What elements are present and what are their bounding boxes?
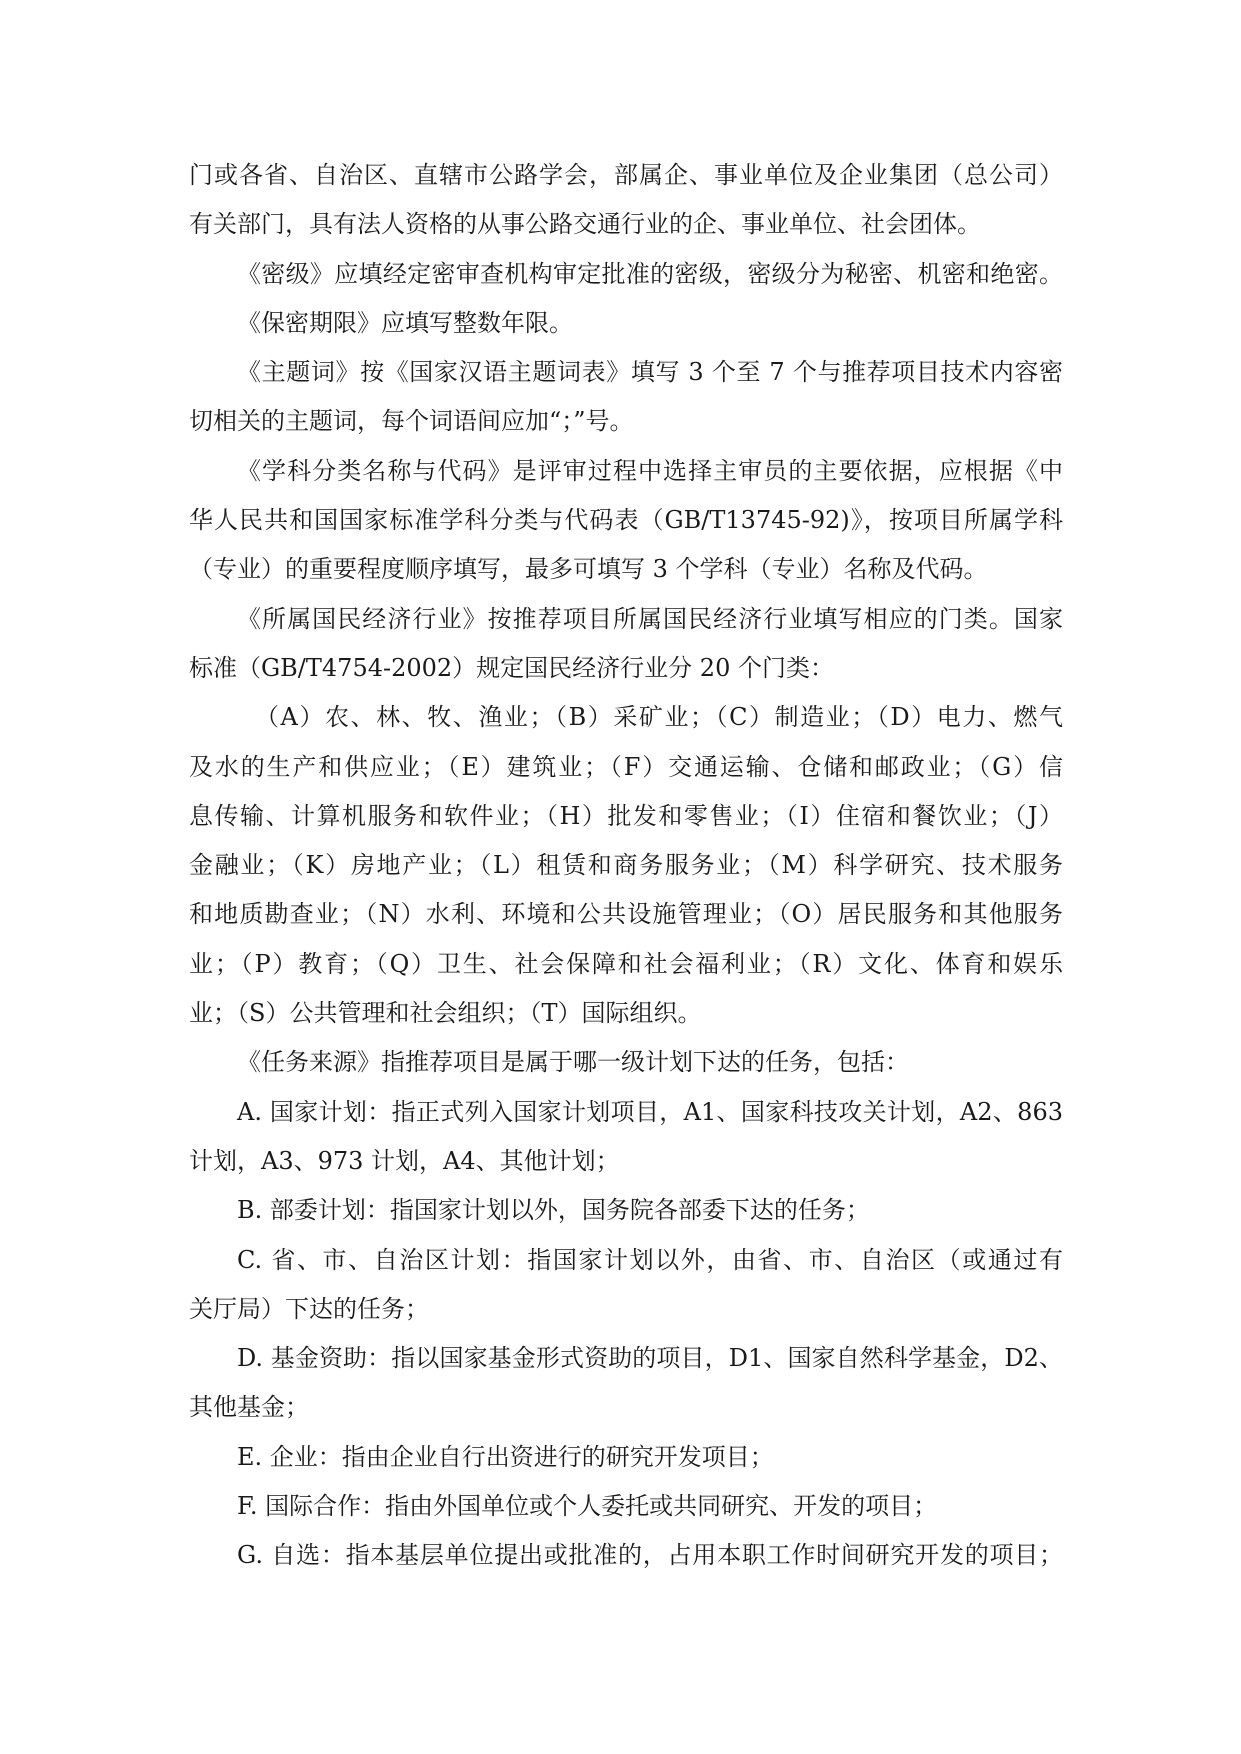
text-line: （A）农、林、牧、渔业；（B）采矿业；（C）制造业；（D）电力、燃气 bbox=[255, 703, 1063, 732]
text-line: G. 自选：指本基层单位提出或批准的，占用本职工作时间研究开发的项目； bbox=[237, 1541, 1063, 1570]
text-line: 有关部门，具有法人资格的从事公路交通行业的企、事业单位、社会团体。 bbox=[189, 210, 981, 239]
text-line: 息传输、计算机服务和软件业；（H）批发和零售业；（I）住宿和餐饮业；（J） bbox=[189, 801, 1063, 830]
text-line: 业；（P）教育；（Q）卫生、社会保障和社会福利业；（R）文化、体育和娱乐 bbox=[189, 949, 1063, 978]
text-line: B. 部委计划：指国家计划以外，国务院各部委下达的任务； bbox=[237, 1196, 870, 1225]
text-line: 业；（S）公共管理和社会组织；（T）国际组织。 bbox=[189, 999, 702, 1028]
text-line: 切相关的主题词，每个词语间应加“；”号。 bbox=[189, 407, 634, 436]
text-line: 计划，A3、973 计划，A4、其他计划； bbox=[189, 1146, 620, 1175]
text-line: 其他基金； bbox=[189, 1393, 309, 1422]
text-line: 《任务来源》指推荐项目是属于哪一级计划下达的任务，包括： bbox=[237, 1048, 909, 1077]
text-line: 金融业；（K）房地产业；（L）租赁和商务服务业；（M）科学研究、技术服务 bbox=[189, 851, 1063, 880]
text-line: 门或各省、自治区、直辖市公路学会，部属企、事业单位及企业集团（总公司） bbox=[189, 161, 1063, 189]
text-line: 《所属国民经济行业》按推荐项目所属国民经济行业填写相应的门类。国家 bbox=[237, 604, 1063, 633]
text-line: 及水的生产和供应业；（E）建筑业；（F）交通运输、仓储和邮政业；（G）信 bbox=[189, 752, 1063, 781]
text-line: 华人民共和国国家标准学科分类与代码表（GB/T13745-92)》，按项目所属学科 bbox=[189, 506, 1063, 535]
text-line: D. 基金资助：指以国家基金形式资助的项目，D1、国家自然科学基金，D2、 bbox=[237, 1344, 1063, 1373]
text-line: 《保密期限》应填写整数年限。 bbox=[237, 308, 573, 337]
document-page bbox=[189, 151, 1063, 1581]
text-line: 《密级》应填经定密审查机构审定批准的密级，密级分为秘密、机密和绝密。 bbox=[237, 259, 1063, 288]
text-line: 标准（GB/T4754-2002）规定国民经济行业分 20 个门类： bbox=[189, 653, 834, 682]
text-line: 《学科分类名称与代码》是评审过程中选择主审员的主要依据，应根据《中 bbox=[237, 456, 1063, 485]
text-line: E. 企业：指由企业自行出资进行的研究开发项目； bbox=[237, 1442, 774, 1471]
text-line: C. 省、市、自治区计划：指国家计划以外，由省、市、自治区（或通过有 bbox=[237, 1245, 1063, 1274]
text-line: 《主题词》按《国家汉语主题词表》填写 3 个至 7 个与推荐项目技术内容密 bbox=[237, 358, 1063, 387]
text-line: 关厅局）下达的任务； bbox=[189, 1294, 429, 1323]
text-line: A. 国家计划：指正式列入国家计划项目，A1、国家科技攻关计划，A2、863 bbox=[237, 1097, 1063, 1126]
text-line: 和地质勘查业；（N）水利、环境和公共设施管理业；（O）居民服务和其他服务 bbox=[189, 900, 1063, 929]
text-line: （专业）的重要程度顺序填写，最多可填写 3 个学科（专业）名称及代码。 bbox=[189, 555, 988, 584]
text-line: F. 国际合作：指由外国单位或个人委托或共同研究、开发的项目； bbox=[237, 1492, 938, 1521]
